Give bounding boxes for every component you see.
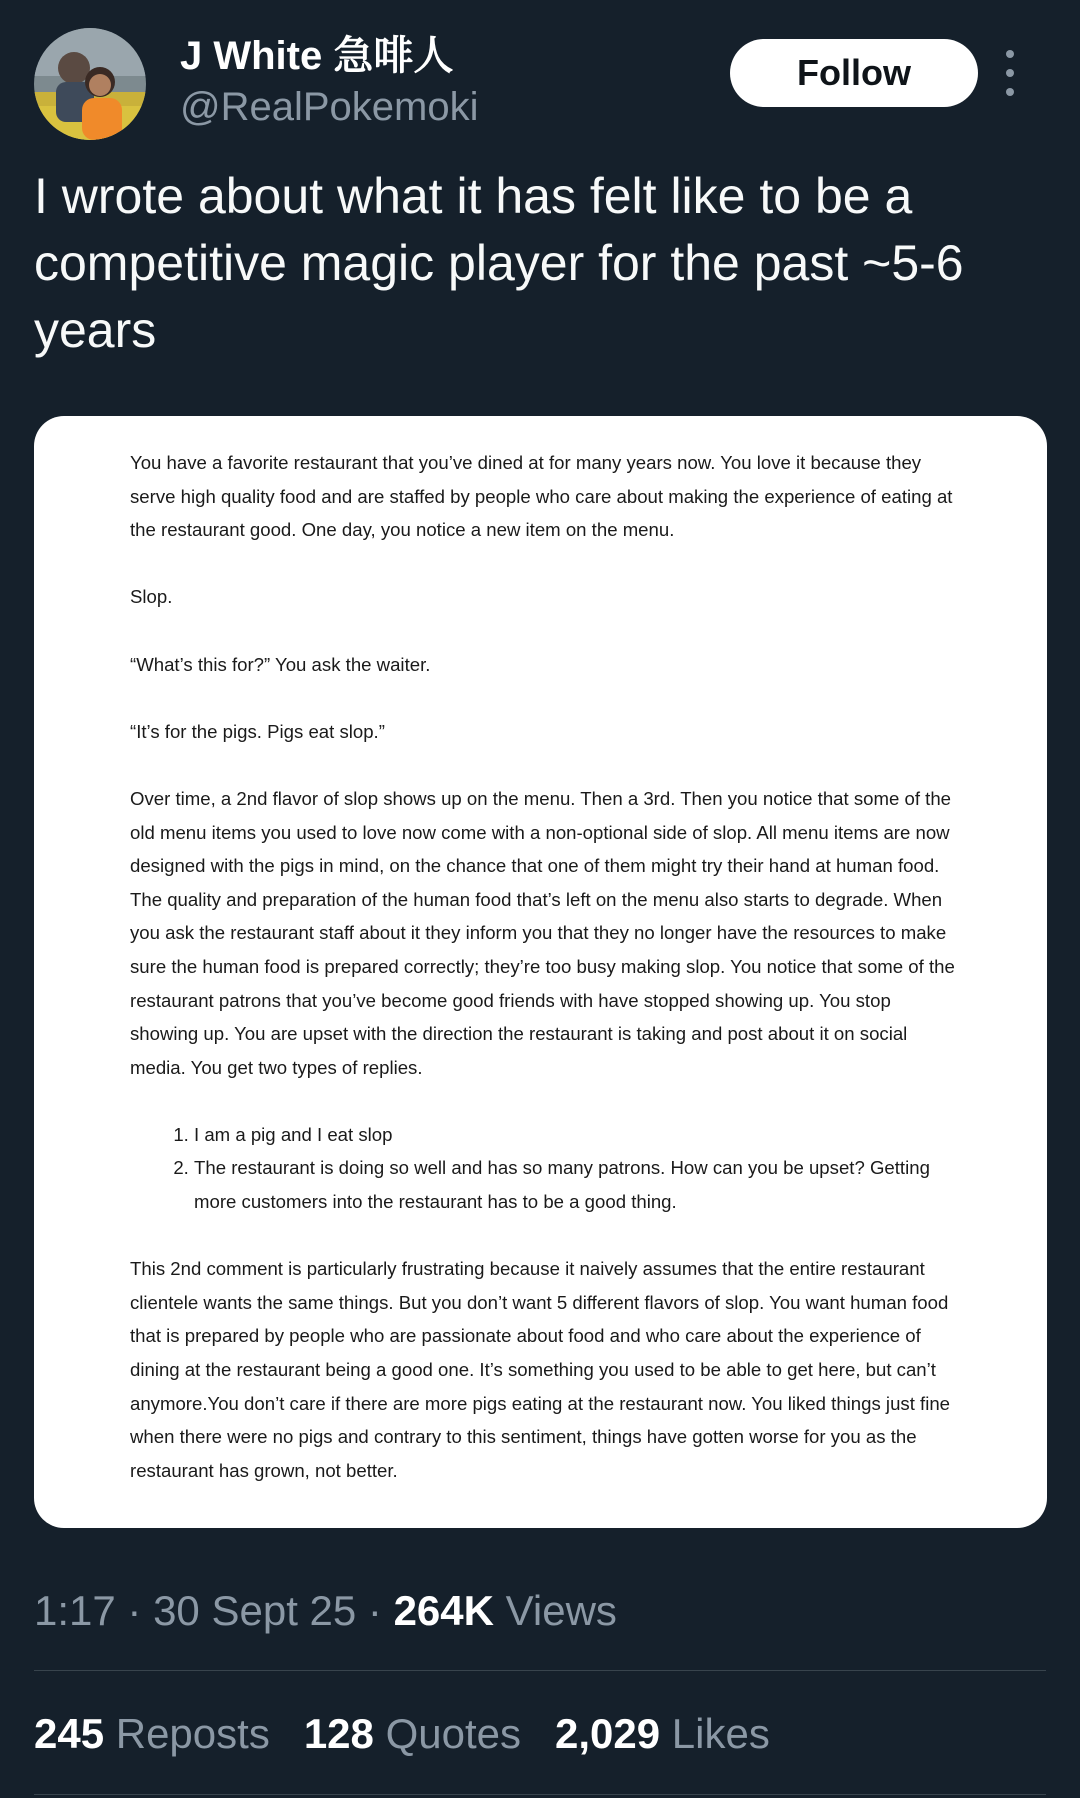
tweet-text: I wrote about what it has felt like to be a competitive magic player for the past ~5-6 years <box>34 168 964 358</box>
tweet-header <box>0 0 1080 150</box>
doc-paragraph: This 2nd comment is particularly frustrating because it naively assumes that the entire restaurant clientele wants the same things. But you don’t want 5 different flavors of slop. You want human food that is prepared by people who are passionate about food and who care about the experience of dining at the restaurant being a good one. It’s something you used to be able to get here, but can’t anymore.You don’t care if there are more pigs eating at the restaurant now. You liked things just fine when there were no pigs and contrary to this sentiment, things have gotten worse for you as the restaurant has grown, not better. <box>130 1258 951 1481</box>
quotes-label: Quotes <box>373 1710 521 1757</box>
profile-photo-icon <box>34 28 146 140</box>
doc-paragraph: “What’s this for?” You ask the waiter. <box>130 653 431 675</box>
doc-paragraph: You have a favorite restaurant that you’ve dined at for many years now. You love it because they serve high quality food and are staffed by people who care about making the experience of eating at the restaurant good. One day, you notice a new item on the menu. <box>130 452 953 541</box>
more-vertical-icon-dot <box>1006 69 1014 77</box>
meta-separator: · <box>115 1587 154 1634</box>
views-label: Views <box>493 1587 617 1634</box>
views-count: 264K <box>393 1587 494 1634</box>
divider <box>34 1670 1046 1671</box>
tweet-date[interactable]: 30 Sept 25 <box>153 1587 357 1634</box>
doc-list-item: 1. I am a pig and I eat slop <box>194 1118 960 1152</box>
doc-list-item: 2. The restaurant is doing so well and has so many patrons. How can you be upset? Getting more customers into the restaurant has to be a good thing. <box>194 1151 960 1218</box>
more-vertical-icon-dot <box>1006 88 1014 96</box>
tweet-meta <box>34 1583 617 1639</box>
engagement-stats <box>34 1706 770 1762</box>
more-options-button[interactable] <box>1006 50 1014 96</box>
reposts-count: 245 <box>34 1710 105 1757</box>
display-name[interactable]: J White 急啡人 <box>180 34 454 78</box>
doc-list <box>130 1118 960 1219</box>
document-text <box>130 446 960 1521</box>
quotes-count: 128 <box>303 1710 374 1757</box>
doc-paragraph: Slop. <box>130 586 173 608</box>
tweet-image[interactable] <box>34 416 1047 1528</box>
meta-separator: · <box>356 1587 394 1634</box>
likes-label: Likes <box>660 1710 770 1757</box>
doc-paragraph: Over time, a 2nd flavor of slop shows up on the menu. Then a 3rd. Then you notice that some of the old menu items you used to love now come with a non-optional side of slop. All menu items are now designed with the pigs in mind, on the chance that one of them might try their hand at human food. The quality and preparation of the human food that’s left on the menu also starts to degrade. When you ask the restaurant staff about it they inform you that they no longer have the resources to make sure the human food is prepared correctly; they’re too busy making slop. You notice that some of the restaurant patrons that you’ve become good friends with have stopped showing up. You stop showing up. You are upset with the direction the restaurant is taking and post about it on social media. You get two types of replies. <box>130 787 955 1078</box>
doc-paragraph: “It’s for the pigs. Pigs eat slop.” <box>130 720 385 742</box>
likes-stat[interactable] <box>555 1706 770 1762</box>
likes-count: 2,029 <box>555 1710 661 1757</box>
divider <box>34 1794 1046 1795</box>
user-handle[interactable]: @RealPokemoki <box>180 85 479 129</box>
avatar[interactable] <box>34 28 146 140</box>
follow-button[interactable]: Follow <box>730 39 978 107</box>
more-vertical-icon <box>1006 50 1014 58</box>
reposts-stat[interactable] <box>34 1706 270 1762</box>
tweet-time[interactable]: 1:17 <box>34 1587 116 1634</box>
reposts-label: Reposts <box>104 1710 270 1757</box>
quotes-stat[interactable] <box>304 1706 521 1762</box>
